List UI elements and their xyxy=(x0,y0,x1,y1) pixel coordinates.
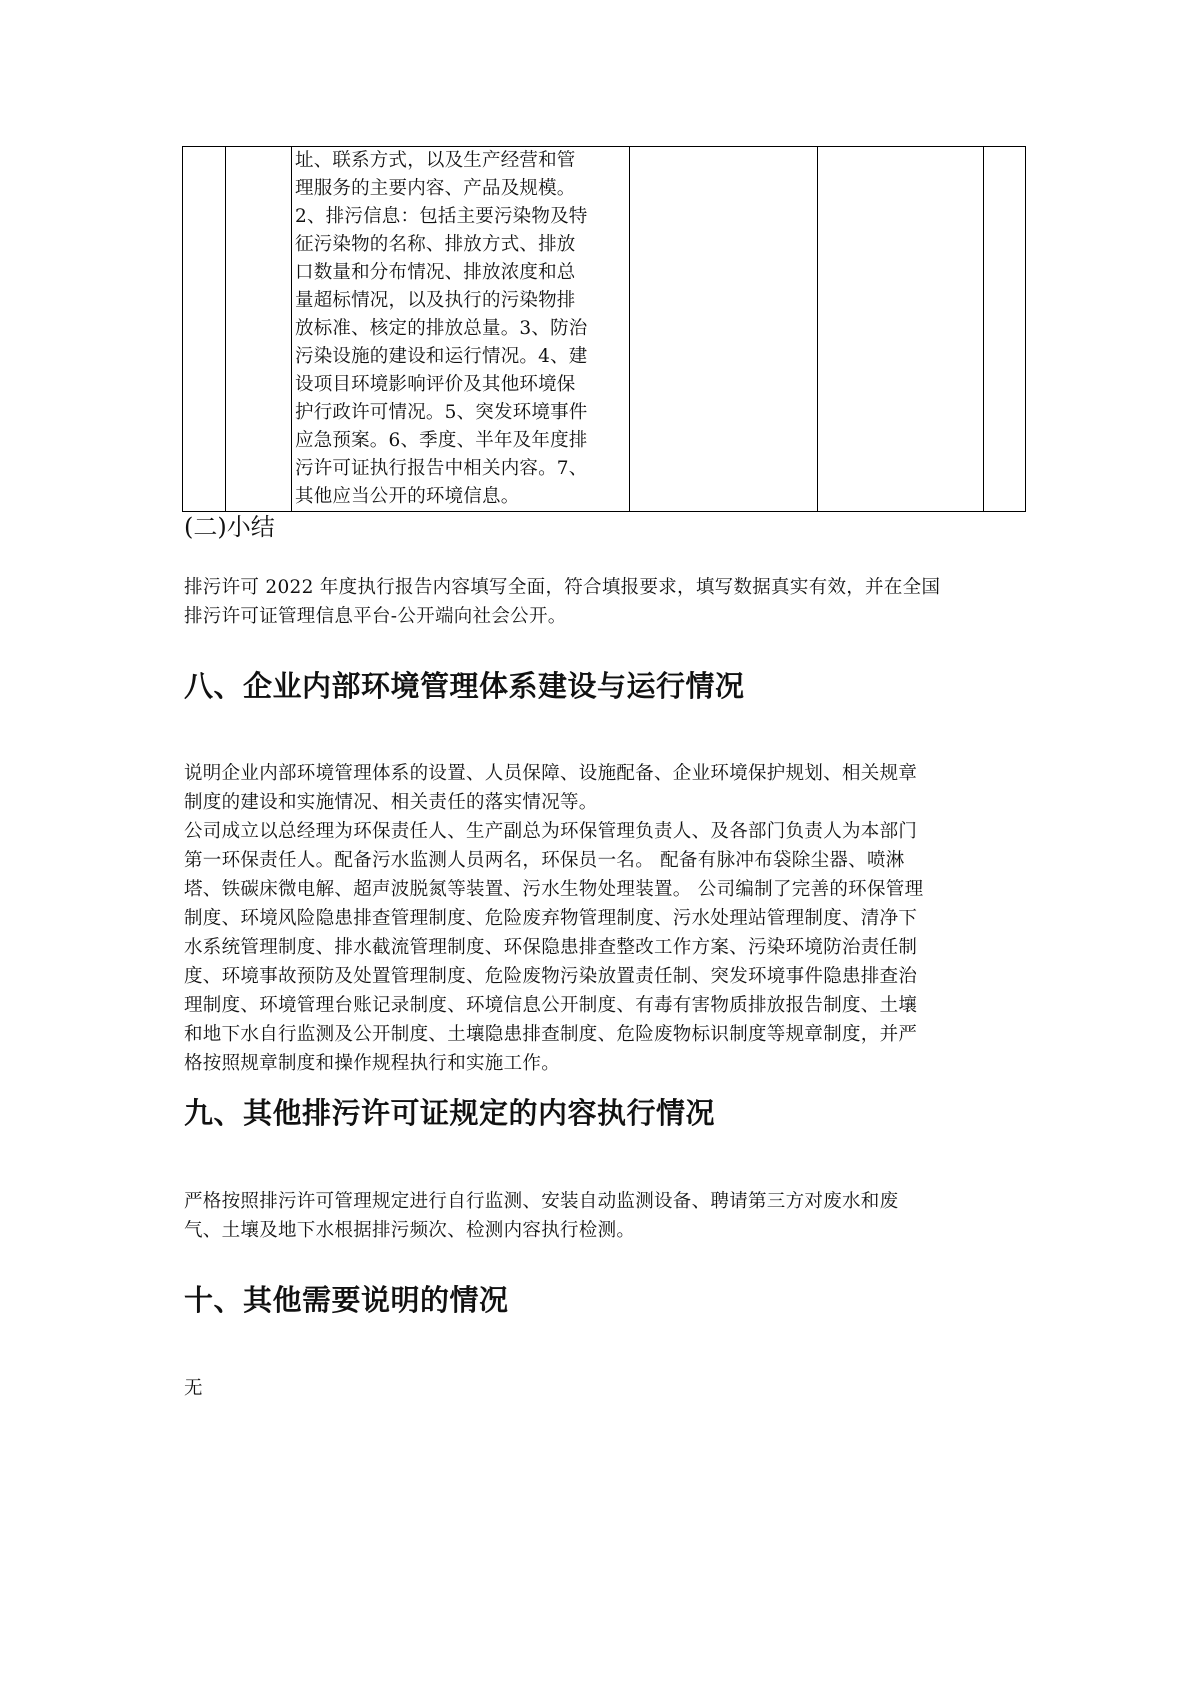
continuation-table xyxy=(182,146,1026,512)
table-cell-empty xyxy=(630,147,818,512)
table-row xyxy=(183,147,1026,512)
summary-paragraph: 排污许可 2022 年度执行报告内容填写全面，符合填报要求，填写数据真实有效，并在全国 排污许可证管理信息平台-公开端向社会公开。 xyxy=(184,577,941,627)
table-cell-empty xyxy=(818,147,984,512)
table-cell-disclosure-content xyxy=(292,147,630,512)
section-8-paragraph: 说明企业内部环境管理体系的设置、人员保障、设施配备、企业环境保护规划、相关规章 制度的建设和实施情况、相关责任的落实情况等。 公司成立以总经理为环保责任人、生产副总为环保管理负责人、及各部门负责人为本部门 第一环保责任人。配备污水监测人员两名，环保员一名。 配备有脉冲布袋除尘器、喷淋 塔、铁碳床微电解、超声波脱氮等装置、污水生物处理装置。 公司编制了完善的环保管理 制度、环境风险隐患排查管理制度、危险废弃物管理制度、污水处理站管理制度、清净下 水系统管理制度、排水截流管理制度、环保隐患排查整改工作方案、污染环境防治责任制 度、环境事故预防及处置管理制度、危险废物污染放置责任制、突发环境事件隐患排查治 理制度、环境管理台账记录制度、环境信息公开制度、有毒有害物质排放报告制度、土壤 和地下水自行监测及公开制度、土壤隐患排查制度、危险废物标识制度等规章制度，并严 格按照规章制度和操作规程执行和实施工作。 xyxy=(184,763,924,1074)
section-9-heading: 九、其他排污许可证规定的内容执行情况 xyxy=(184,1096,716,1130)
disclosure-content-text: 址、联系方式，以及生产经营和管 理服务的主要内容、产品及规模。 2、排污信息：包括主要污染物及特 征污染物的名称、排放方式、排放 口数量和分布情况、排放浓度和总 量超标情况，以及执行的污染物排 放标准、核定的排放总量。3、防治 污染设施的建设和运行情况。4、建 设项目环境影响评价及其他环境保 护行政许可情况。5、突发环境事件 应急预案。6、季度、半年及年度排 污许可证执行报告中相关内容。7、 其他应当公开的环境信息。 xyxy=(295,150,588,507)
section-10-heading: 十、其他需要说明的情况 xyxy=(184,1283,509,1317)
table-cell-empty xyxy=(183,147,226,512)
section-9-paragraph: 严格按照排污许可管理规定进行自行监测、安装自动监测设备、聘请第三方对废水和废 气、土壤及地下水根据排污频次、检测内容执行检测。 xyxy=(184,1191,899,1241)
table-cell-empty xyxy=(984,147,1026,512)
summary-heading: (二)小结 xyxy=(184,513,275,541)
section-8-heading: 八、企业内部环境管理体系建设与运行情况 xyxy=(184,669,745,703)
table-cell-empty xyxy=(226,147,292,512)
section-10-paragraph: 无 xyxy=(184,1378,203,1399)
